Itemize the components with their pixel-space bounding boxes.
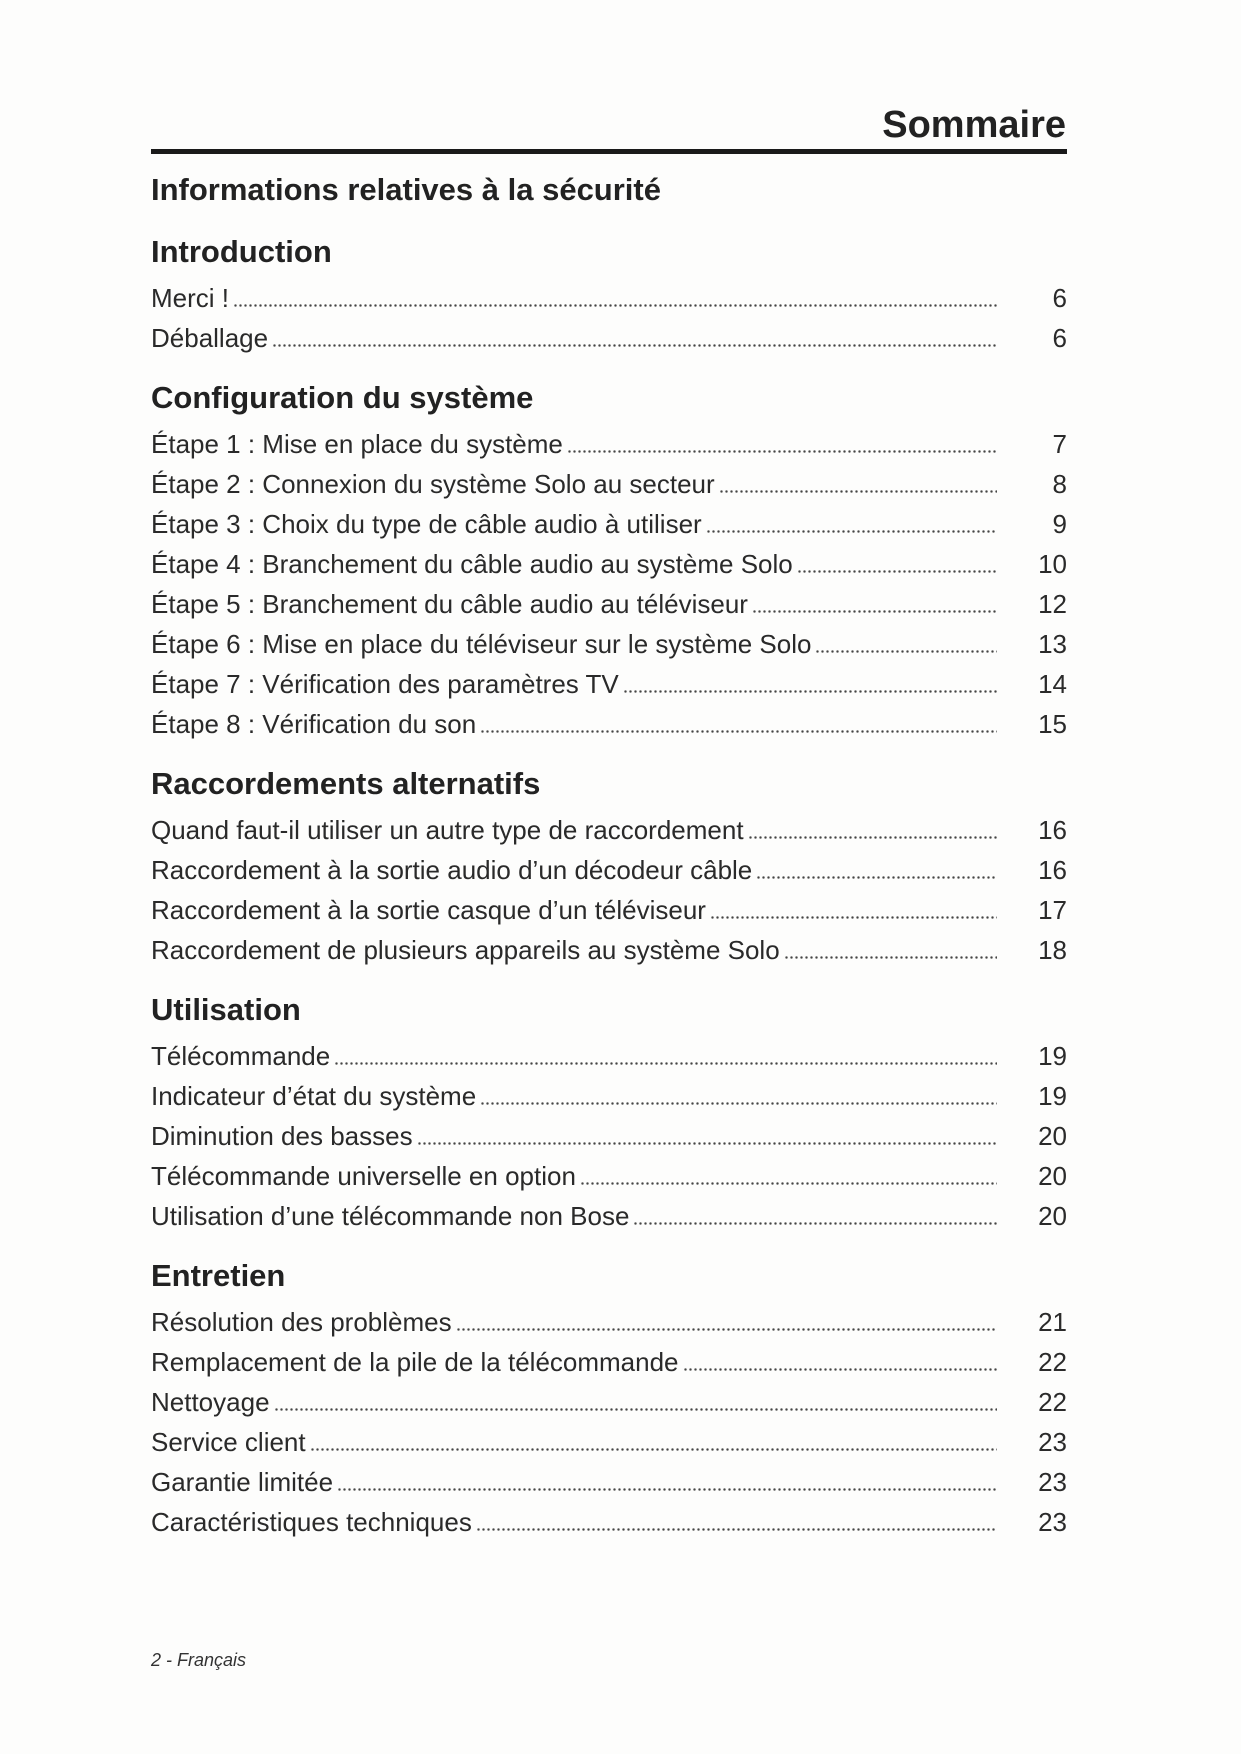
toc-entry[interactable] — [151, 1462, 1067, 1502]
toc-entry[interactable] — [151, 664, 1067, 704]
page-title: Sommaire — [882, 104, 1066, 146]
entry-page-number: 8 — [1052, 469, 1067, 499]
entry-page-number: 13 — [1038, 629, 1067, 659]
entry-page-number: 23 — [1038, 1467, 1067, 1497]
entry-label: Raccordement à la sortie casque d’un téléviseur — [151, 895, 706, 925]
dot-leader — [623, 690, 997, 694]
entry-page-number: 15 — [1038, 709, 1067, 739]
toc-entry[interactable] — [151, 1036, 1067, 1076]
toc-section — [151, 168, 1067, 212]
entry-label: Étape 3 : Choix du type de câble audio à utiliser — [151, 509, 702, 539]
toc-entry[interactable] — [151, 810, 1067, 850]
dot-leader — [706, 530, 997, 534]
toc-entry[interactable] — [151, 278, 1067, 318]
entry-label: Indicateur d’état du système — [151, 1081, 477, 1111]
section-title[interactable]: Utilisation — [151, 992, 301, 1027]
toc-entry[interactable] — [151, 464, 1067, 504]
dot-leader — [784, 956, 997, 960]
dot-leader — [480, 1102, 997, 1106]
toc-section — [151, 988, 1067, 1236]
entry-label: Garantie limitée — [151, 1467, 334, 1497]
toc-entry[interactable] — [151, 1076, 1067, 1116]
entry-page-number: 12 — [1038, 589, 1067, 619]
table-of-contents — [151, 160, 1067, 1542]
dot-leader — [480, 730, 997, 734]
entry-page-number: 20 — [1038, 1161, 1067, 1191]
toc-entry[interactable] — [151, 890, 1067, 930]
entry-label: Nettoyage — [151, 1387, 270, 1417]
dot-leader — [272, 344, 997, 348]
toc-section — [151, 1254, 1067, 1542]
entry-page-number: 19 — [1038, 1081, 1067, 1111]
entry-page-number: 22 — [1038, 1387, 1067, 1417]
toc-entry[interactable] — [151, 624, 1067, 664]
section-title[interactable]: Informations relatives à la sécurité — [151, 172, 661, 207]
entry-label: Étape 8 : Vérification du son — [151, 709, 477, 739]
dot-leader — [633, 1222, 997, 1226]
entry-page-number: 16 — [1038, 815, 1067, 845]
entry-page-number: 7 — [1052, 429, 1067, 459]
toc-entry[interactable] — [151, 930, 1067, 970]
entry-page-number: 9 — [1052, 509, 1067, 539]
dot-leader — [748, 836, 997, 840]
entry-label: Raccordement de plusieurs appareils au système Solo — [151, 935, 780, 965]
entry-page-number: 20 — [1038, 1201, 1067, 1231]
entry-label: Caractéristiques techniques — [151, 1507, 472, 1537]
toc-entry[interactable] — [151, 850, 1067, 890]
dot-leader — [797, 570, 997, 574]
entry-label: Diminution des basses — [151, 1121, 413, 1151]
entry-label: Étape 4 : Branchement du câble audio au système Solo — [151, 549, 793, 579]
dot-leader — [719, 490, 997, 494]
section-title[interactable]: Raccordements alternatifs — [151, 766, 541, 801]
entry-label: Télécommande — [151, 1041, 331, 1071]
entry-page-number: 16 — [1038, 855, 1067, 885]
entry-page-number: 6 — [1052, 283, 1067, 313]
toc-entry[interactable] — [151, 1196, 1067, 1236]
toc-entry[interactable] — [151, 1342, 1067, 1382]
entry-page-number: 23 — [1038, 1427, 1067, 1457]
toc-entry[interactable] — [151, 504, 1067, 544]
toc-section — [151, 230, 1067, 358]
toc-section — [151, 762, 1067, 970]
dot-leader — [417, 1142, 997, 1146]
toc-entry[interactable] — [151, 1382, 1067, 1422]
dot-leader — [456, 1328, 997, 1332]
toc-entry[interactable] — [151, 1422, 1067, 1462]
entry-label: Raccordement à la sortie audio d’un décodeur câble — [151, 855, 753, 885]
dot-leader — [752, 610, 997, 614]
entry-label: Étape 2 : Connexion du système Solo au secteur — [151, 469, 715, 499]
section-title[interactable]: Entretien — [151, 1258, 286, 1293]
dot-leader — [710, 916, 997, 920]
entry-label: Étape 7 : Vérification des paramètres TV — [151, 669, 619, 699]
dot-leader — [233, 304, 997, 308]
toc-entry[interactable] — [151, 1156, 1067, 1196]
title-rule — [151, 149, 1067, 154]
dot-leader — [334, 1062, 997, 1066]
entry-label: Étape 1 : Mise en place du système — [151, 429, 563, 459]
dot-leader — [683, 1368, 997, 1372]
dot-leader — [274, 1408, 997, 1412]
entry-label: Résolution des problèmes — [151, 1307, 452, 1337]
dot-leader — [337, 1488, 997, 1492]
dot-leader — [580, 1182, 997, 1186]
entry-label: Télécommande universelle en option — [151, 1161, 576, 1191]
section-title[interactable]: Configuration du système — [151, 380, 534, 415]
toc-entry[interactable] — [151, 1502, 1067, 1542]
entry-label: Service client — [151, 1427, 306, 1457]
entry-page-number: 18 — [1038, 935, 1067, 965]
entry-page-number: 21 — [1038, 1307, 1067, 1337]
entry-label: Déballage — [151, 323, 269, 353]
dot-leader — [476, 1528, 997, 1532]
toc-entry[interactable] — [151, 1116, 1067, 1156]
toc-section — [151, 376, 1067, 744]
dot-leader — [815, 650, 997, 654]
entry-page-number: 22 — [1038, 1347, 1067, 1377]
entry-label: Étape 6 : Mise en place du téléviseur sur le système Solo — [151, 629, 812, 659]
toc-entry[interactable] — [151, 1302, 1067, 1342]
toc-entry[interactable] — [151, 584, 1067, 624]
dot-leader — [756, 876, 997, 880]
dot-leader — [567, 450, 997, 454]
toc-entry[interactable] — [151, 318, 1067, 358]
entry-label: Utilisation d’une télécommande non Bose — [151, 1201, 630, 1231]
entry-page-number: 6 — [1052, 323, 1067, 353]
toc-entry[interactable] — [151, 424, 1067, 464]
entry-page-number: 23 — [1038, 1507, 1067, 1537]
entry-page-number: 10 — [1038, 549, 1067, 579]
entry-page-number: 20 — [1038, 1121, 1067, 1151]
entry-label: Quand faut-il utiliser un autre type de raccordement — [151, 815, 744, 845]
entry-page-number: 17 — [1038, 895, 1067, 925]
toc-entry[interactable] — [151, 544, 1067, 584]
entry-label: Étape 5 : Branchement du câble audio au téléviseur — [151, 589, 748, 619]
page-footer: 2 - Français — [151, 1650, 247, 1670]
dot-leader — [310, 1448, 997, 1452]
entry-label: Merci ! — [151, 283, 229, 313]
entry-page-number: 19 — [1038, 1041, 1067, 1071]
entry-label: Remplacement de la pile de la télécommande — [151, 1347, 679, 1377]
section-title[interactable]: Introduction — [151, 234, 332, 269]
entry-page-number: 14 — [1038, 669, 1067, 699]
toc-entry[interactable] — [151, 704, 1067, 744]
